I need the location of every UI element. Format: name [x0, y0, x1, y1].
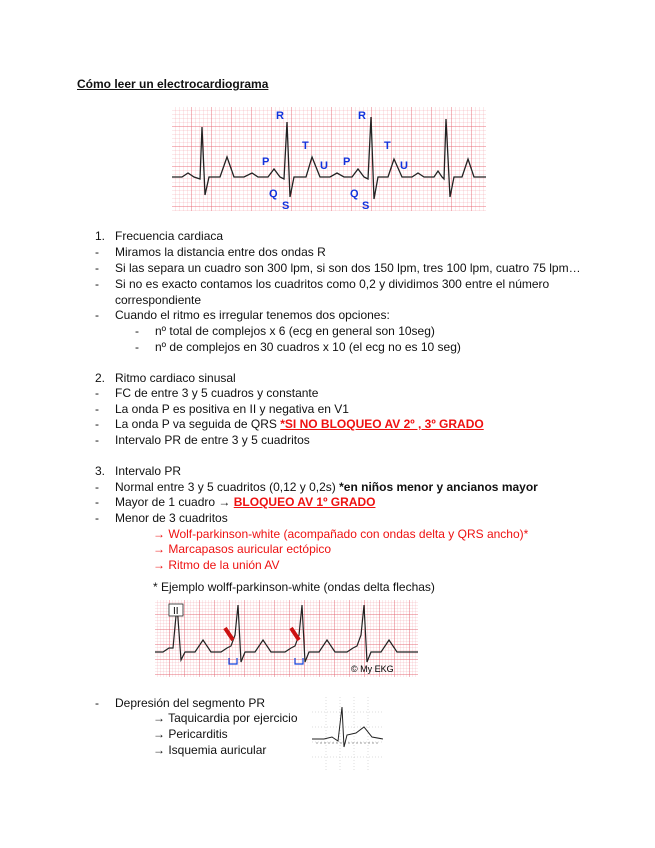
cause-item: → Pericarditis [153, 727, 228, 741]
sub-item: nº total de complejos x 6 (ecg en general son 10seg) [155, 324, 435, 338]
ecg-wpw-image [155, 600, 418, 677]
item-text: Normal entre 3 y 5 cuadritos (0,12 y 0,2s) [115, 480, 336, 494]
image-credit: © My EKG [351, 664, 394, 674]
section-heading: Frecuencia cardiaca [115, 229, 224, 243]
list-number: 1. [95, 229, 106, 243]
list-item: Depresión del segmento PR [115, 696, 266, 710]
av-block-note: BLOQUEO AV 1º GRADO [233, 495, 376, 509]
section-heading: Intervalo PR [115, 464, 182, 478]
ecg-pr-depression-image [312, 697, 383, 771]
ecg-label-q: Q [269, 188, 278, 200]
ecg-normal-image [172, 107, 486, 211]
bullet-dash: - [95, 480, 99, 494]
bullet-dash: - [95, 495, 99, 509]
item-text: Mayor de 1 cuadro → [115, 495, 231, 509]
cause-item: → Taquicardia por ejercicio [153, 711, 298, 725]
bullet-dash: - [95, 417, 99, 431]
list-number: 2. [95, 371, 106, 385]
list-item: FC de entre 3 y 5 cuadros y constante [115, 386, 319, 400]
ecg-label-r: R [276, 110, 284, 122]
cause-item: → Isquemia auricular [153, 743, 267, 757]
ecg-label-r: R [358, 110, 366, 122]
bullet-dash: - [95, 433, 99, 447]
age-note: *en niños menor y ancianos mayor [339, 480, 538, 494]
ecg-label-s: S [362, 200, 370, 211]
list-item-cont: correspondiente [115, 293, 202, 307]
bullet-dash: - [95, 402, 99, 416]
list-item: La onda P es positiva en II y negativa en V1 [115, 402, 349, 416]
list-item: Miramos la distancia entre dos ondas R [115, 245, 326, 259]
list-item: Si las separa un cuadro son 300 lpm, si son dos 150 lpm, tres 100 lpm, cuatro 75 lpm… [115, 261, 581, 275]
cause-item: → Marcapasos auricular ectópico [153, 542, 332, 556]
bullet-dash: - [95, 386, 99, 400]
list-item: Menor de 3 cuadritos [115, 511, 228, 525]
list-item [115, 495, 375, 510]
item-text: La onda P va seguida de QRS [115, 417, 277, 431]
list-number: 3. [95, 464, 106, 478]
section-heading: Ritmo cardiaco sinusal [115, 371, 236, 385]
ecg-label-u: U [320, 160, 328, 172]
list-item: Si no es exacto contamos los cuadritos como 0,2 y dividimos 300 entre el número [115, 277, 550, 291]
bullet-dash: - [95, 696, 99, 710]
ecg-label-p: P [262, 156, 270, 168]
ecg-label-t: T [384, 140, 391, 152]
list-item: Intervalo PR de entre 3 y 5 cuadritos [115, 433, 310, 447]
page-title: Cómo leer un electrocardiograma [77, 77, 269, 91]
example-caption: * Ejemplo wolff-parkinson-white (ondas delta flechas) [153, 580, 435, 594]
lead-label: II [173, 606, 179, 617]
cause-item: → Wolf-parkinson-white (acompañado con ondas delta y QRS ancho)* [153, 527, 529, 541]
bullet-dash: - [95, 261, 99, 275]
bullet-dash: - [95, 511, 99, 525]
bullet-dash: - [95, 277, 99, 291]
sub-item: nº de complejos en 30 cuadros x 10 (el ecg no es 10 seg) [155, 340, 461, 354]
ecg-label-t: T [302, 140, 309, 152]
ecg-label-s: S [282, 200, 290, 211]
list-item [115, 417, 484, 432]
av-block-note: *SI NO BLOQUEO AV 2º , 3º GRADO [280, 417, 484, 431]
ecg-label-u: U [400, 160, 408, 172]
bullet-dash: - [135, 340, 139, 354]
ecg-label-p: P [343, 156, 351, 168]
ecg-label-q: Q [350, 188, 359, 200]
bullet-dash: - [95, 308, 99, 322]
cause-item: → Ritmo de la unión AV [153, 558, 280, 572]
bullet-dash: - [95, 245, 99, 259]
list-item [115, 480, 538, 495]
bullet-dash: - [135, 324, 139, 338]
list-item: Cuando el ritmo es irregular tenemos dos opciones: [115, 308, 390, 322]
